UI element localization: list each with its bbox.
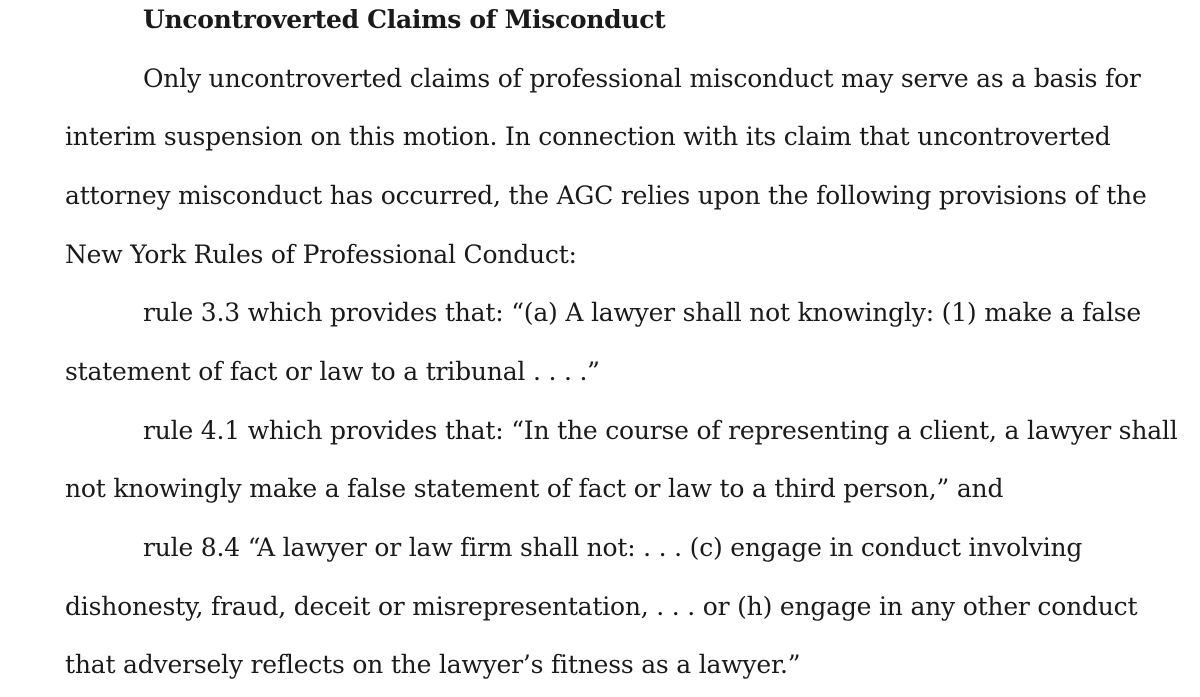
rule-8-4-line-1: rule 8.4 “A lawyer or law firm shall not: . . . (c) engage in conduct involving	[143, 533, 1083, 562]
paragraph-line-3: attorney misconduct has occurred, the AGC relies upon the following provisions of the	[65, 181, 1147, 210]
rule-3-3-line-1: rule 3.3 which provides that: “(a) A lawyer shall not knowingly: (1) make a false	[143, 298, 1141, 327]
paragraph-line-1: Only uncontroverted claims of professional misconduct may serve as a basis for	[143, 64, 1141, 93]
paragraph-line-4: New York Rules of Professional Conduct:	[65, 240, 577, 269]
section-heading: Uncontroverted Claims of Misconduct	[143, 5, 666, 34]
rule-8-4-line-2: dishonesty, fraud, deceit or misrepresentation, . . . or (h) engage in any other conduct	[65, 592, 1138, 621]
rule-3-3-line-2: statement of fact or law to a tribunal . . . .”	[65, 357, 600, 386]
paragraph-line-2: interim suspension on this motion. In connection with its claim that uncontroverted	[65, 122, 1111, 151]
rule-4-1-line-1: rule 4.1 which provides that: “In the course of representing a client, a lawyer shall	[143, 416, 1178, 445]
rule-8-4-line-3: that adversely reflects on the lawyer’s fitness as a lawyer.”	[65, 650, 801, 679]
rule-4-1-line-2: not knowingly make a false statement of fact or law to a third person,” and	[65, 474, 1004, 503]
